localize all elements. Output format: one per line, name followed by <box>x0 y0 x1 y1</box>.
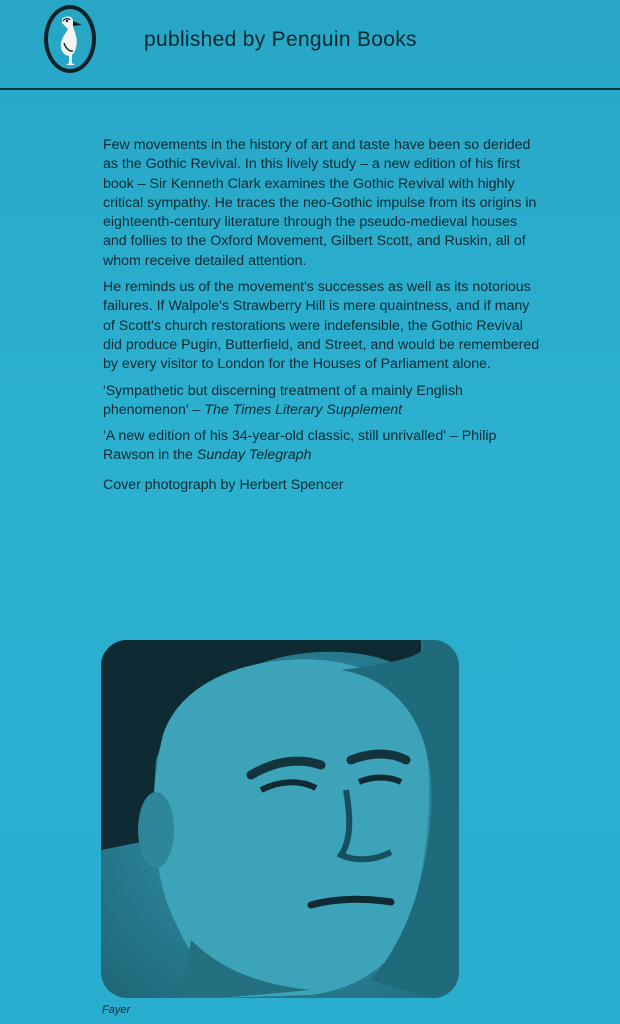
review-quote-2 <box>103 427 543 466</box>
blurb-paragraph-1: Few movements in the history of art and taste have been so derided as the Gothic Revival. In this lively study – a new edition of his first book – Sir Kenneth Clark examines the Gothic Revival with highly critical sympathy. He traces the neo-Gothic impulse from its origins in eighteenth-century literature through the pseudo-medieval houses and follies to the Oxford Movement, Gilbert Scott, and Ruskin, all of whom receive detailed attention. <box>103 137 537 269</box>
cover-credit: Cover photograph by Herbert Spencer <box>103 476 344 493</box>
penguin-logo-icon <box>42 3 98 75</box>
blurb-paragraph-2: He reminds us of the movement's successes as well as its notorious failures. If Walpole's Strawberry Hill is mere quaintness, and if many of Scott's church restorations were indefensible, the Gothic Revival did produce Pugin, Butterfield, and Street, and would be remembered by every visitor to London for the Houses of Parliament alone. <box>103 279 540 373</box>
portrait-illustration <box>101 640 459 998</box>
quote-1-source: The Times Literary Supplement <box>204 401 403 418</box>
review-quote-1 <box>103 382 543 421</box>
quote-2-source: Sunday Telegraph <box>196 447 312 464</box>
header-divider <box>0 88 620 90</box>
publisher-line: published by Penguin Books <box>144 28 417 51</box>
blurb <box>103 136 543 502</box>
photo-credit: Fayer <box>102 1004 131 1016</box>
quote-1-text: 'Sympathetic but discerning treatment of a mainly English phenomenon' – <box>103 382 463 418</box>
author-portrait <box>101 640 459 998</box>
header <box>0 0 620 88</box>
quote-2-text: 'A new edition of his 34-year-old classic, still unrivalled' – Philip Rawson in the <box>103 428 497 464</box>
